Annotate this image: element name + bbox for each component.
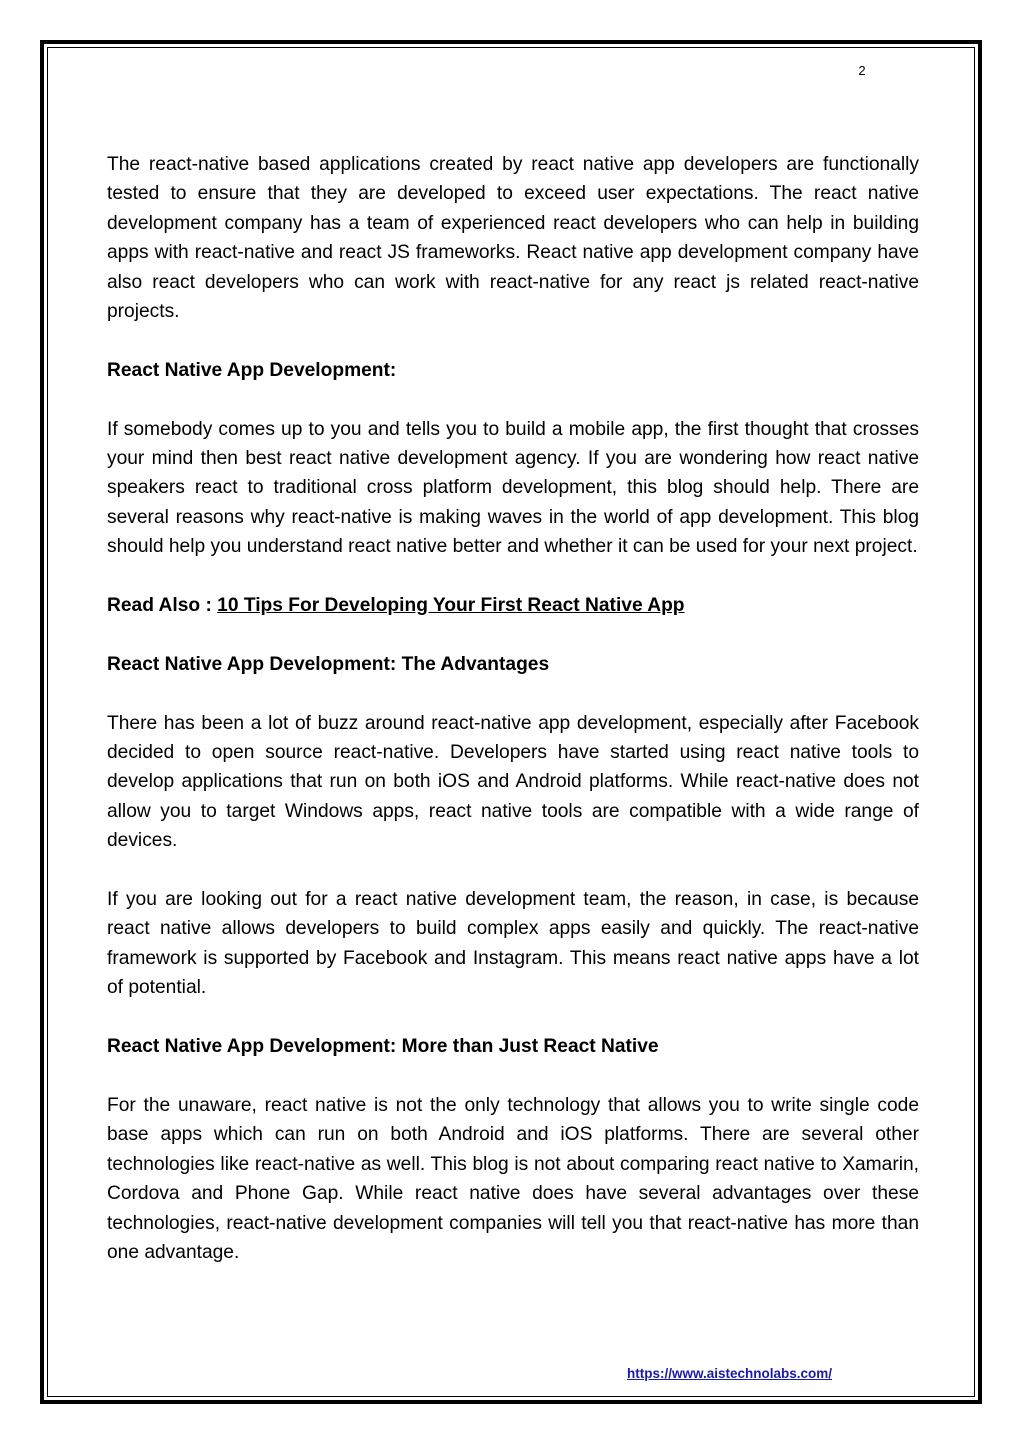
section-paragraph-more-than-react-native: For the unaware, react native is not the only technology that allows you to write single code base apps which can run on both Android and iOS platforms. There are several other technologies like react-native as well. This blog is not about comparing react native to Xamarin, Cordova and Phone Gap. While react native does have several advantages over these technologies, react-native development companies will tell you that react-native has more than one advantage. — [107, 1094, 919, 1263]
section-heading-advantages: React Native App Development: The Advantages — [107, 653, 550, 675]
read-also-line — [107, 591, 919, 620]
section-heading-react-native-app-development: React Native App Development: — [107, 359, 397, 381]
read-also-label: Read Also : — [107, 595, 218, 617]
page-number: 2 — [858, 63, 866, 78]
section-heading-more-than-react-native: React Native App Development: More than Just React Native — [107, 1036, 659, 1058]
document-body — [107, 150, 919, 1297]
section-paragraph-advantages-2: If you are looking out for a react native development team, the reason, in case, is because react native allows developers to build complex apps easily and quickly. The react-native framework is supported by Facebook and Instagram. This means react native apps have a lot of potential. — [107, 889, 919, 999]
intro-paragraph: The react-native based applications created by react native app developers are functionally tested to ensure that they are developed to exceed user expectations. The react native development company has a team of experienced react developers who can help in building apps with react-native and react JS frameworks. React native app development company have also react developers who can work with react-native for any react js related react-native projects. — [107, 154, 919, 323]
footer-website-link[interactable]: https://www.aistechnolabs.com/ — [627, 1366, 833, 1381]
section-paragraph-advantages-1: There has been a lot of buzz around react-native app development, especially after Facebook decided to open source react-native. Developers have started using react native tools to develop applications that run on both iOS and Android platforms. While react-native does not allow you to target Windows apps, react native tools are compatible with a wide range of devices. — [107, 712, 919, 852]
section-paragraph-app-development: If somebody comes up to you and tells you to build a mobile app, the first thought that crosses your mind then best react native development agency. If you are wondering how react native speakers react to traditional cross platform development, this blog should help. There are several reasons why react-native is making waves in the world of app development. This blog should help you understand react native better and whether it can be used for your next project. — [107, 418, 919, 558]
read-also-link[interactable]: 10 Tips For Developing Your First React Native App — [217, 595, 685, 617]
